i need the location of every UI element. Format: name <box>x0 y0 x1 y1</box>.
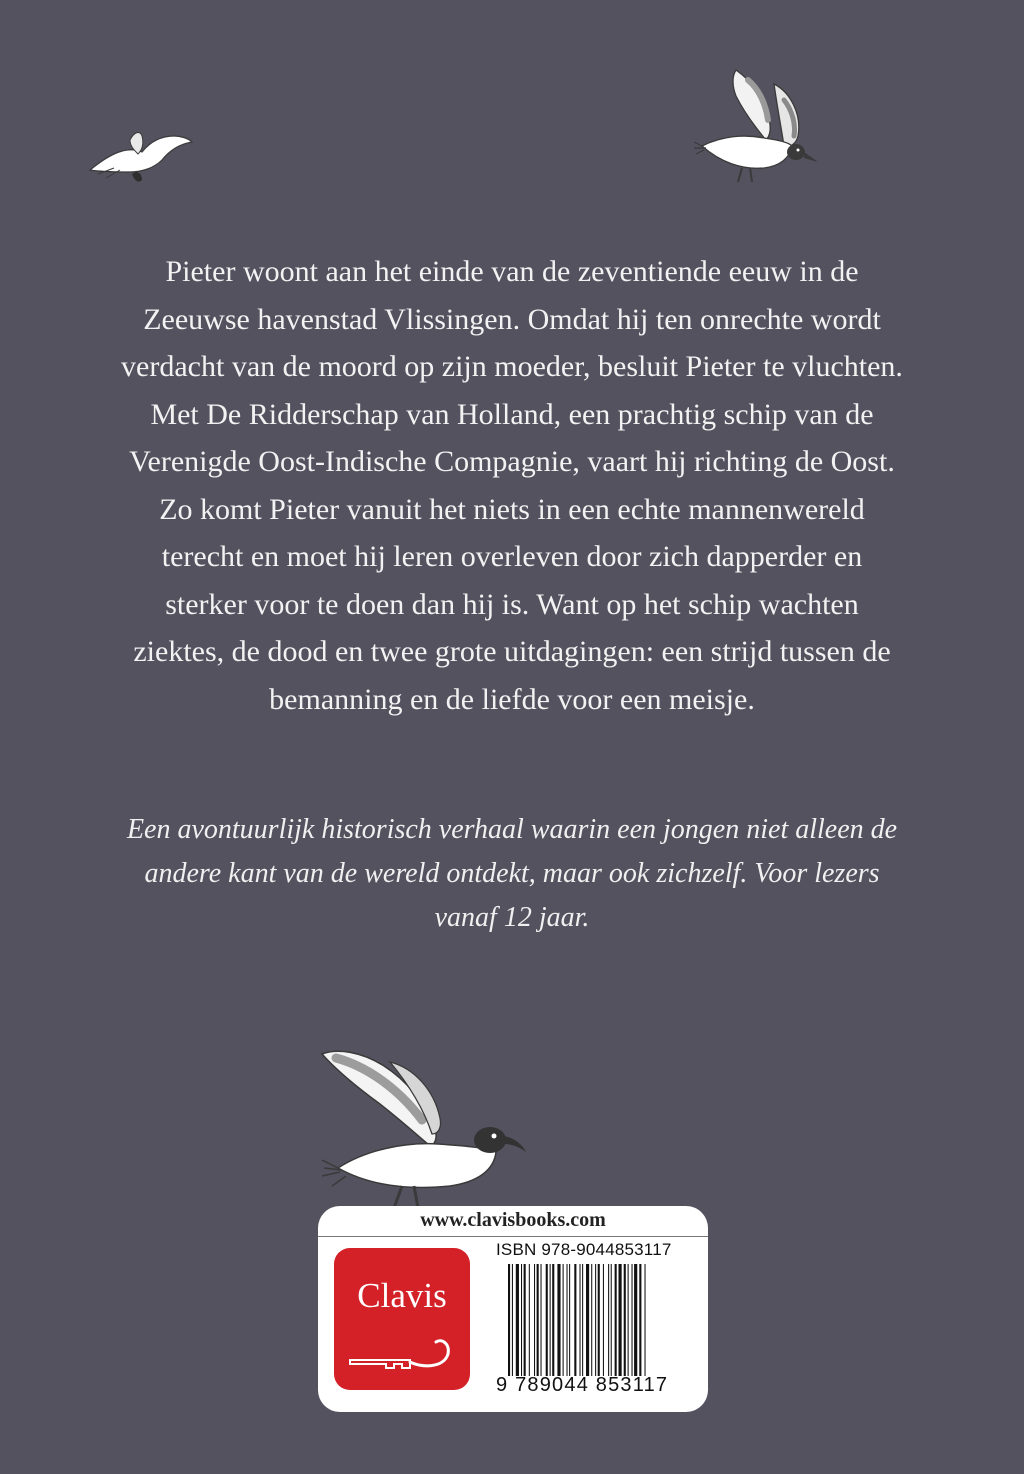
key-icon <box>348 1334 456 1374</box>
barcode <box>508 1264 686 1376</box>
seagull-icon <box>692 62 822 192</box>
blurb-text: Pieter woont aan het einde van de zeventiende eeuw in de Zeeuwse havenstad Vlissingen. Omdat hij ten onrechte wordt verdacht van de moord op zijn moeder, besluit Pieter te vluchten. Met De Ridderschap van Holland, een prachtig schip van de Verenigde Oost-Indische Compagnie, vaart hij richting de Oost. Zo komt Pieter vanuit het niets in een echte mannenwereld terecht en moet hij leren overleven door zich dapperder en sterker voor te doen dan hij is. Want op het schip wachten ziektes, de dood en twee grote uitdagingen: een strijd tussen de bemanning en de liefde voor een meisje. <box>121 255 903 716</box>
publisher-label <box>318 1206 708 1412</box>
website-url[interactable]: www.clavisbooks.com <box>420 1209 606 1231</box>
publisher-name: Clavis <box>357 1276 447 1315</box>
seagull-icon <box>318 1040 528 1215</box>
isbn-text: ISBN 978-9044853117 <box>496 1240 672 1259</box>
barcode-digits: 9 789044 853117 <box>496 1374 669 1396</box>
label-divider <box>318 1236 708 1237</box>
seagull-icon <box>84 122 194 192</box>
publisher-logo <box>334 1248 470 1390</box>
tagline-text: Een avontuurlijk historisch verhaal waarin een jongen niet alleen de andere kant van de wereld ontdekt, maar ook zichzelf. Voor lezers vanaf 12 jaar. <box>126 814 898 933</box>
